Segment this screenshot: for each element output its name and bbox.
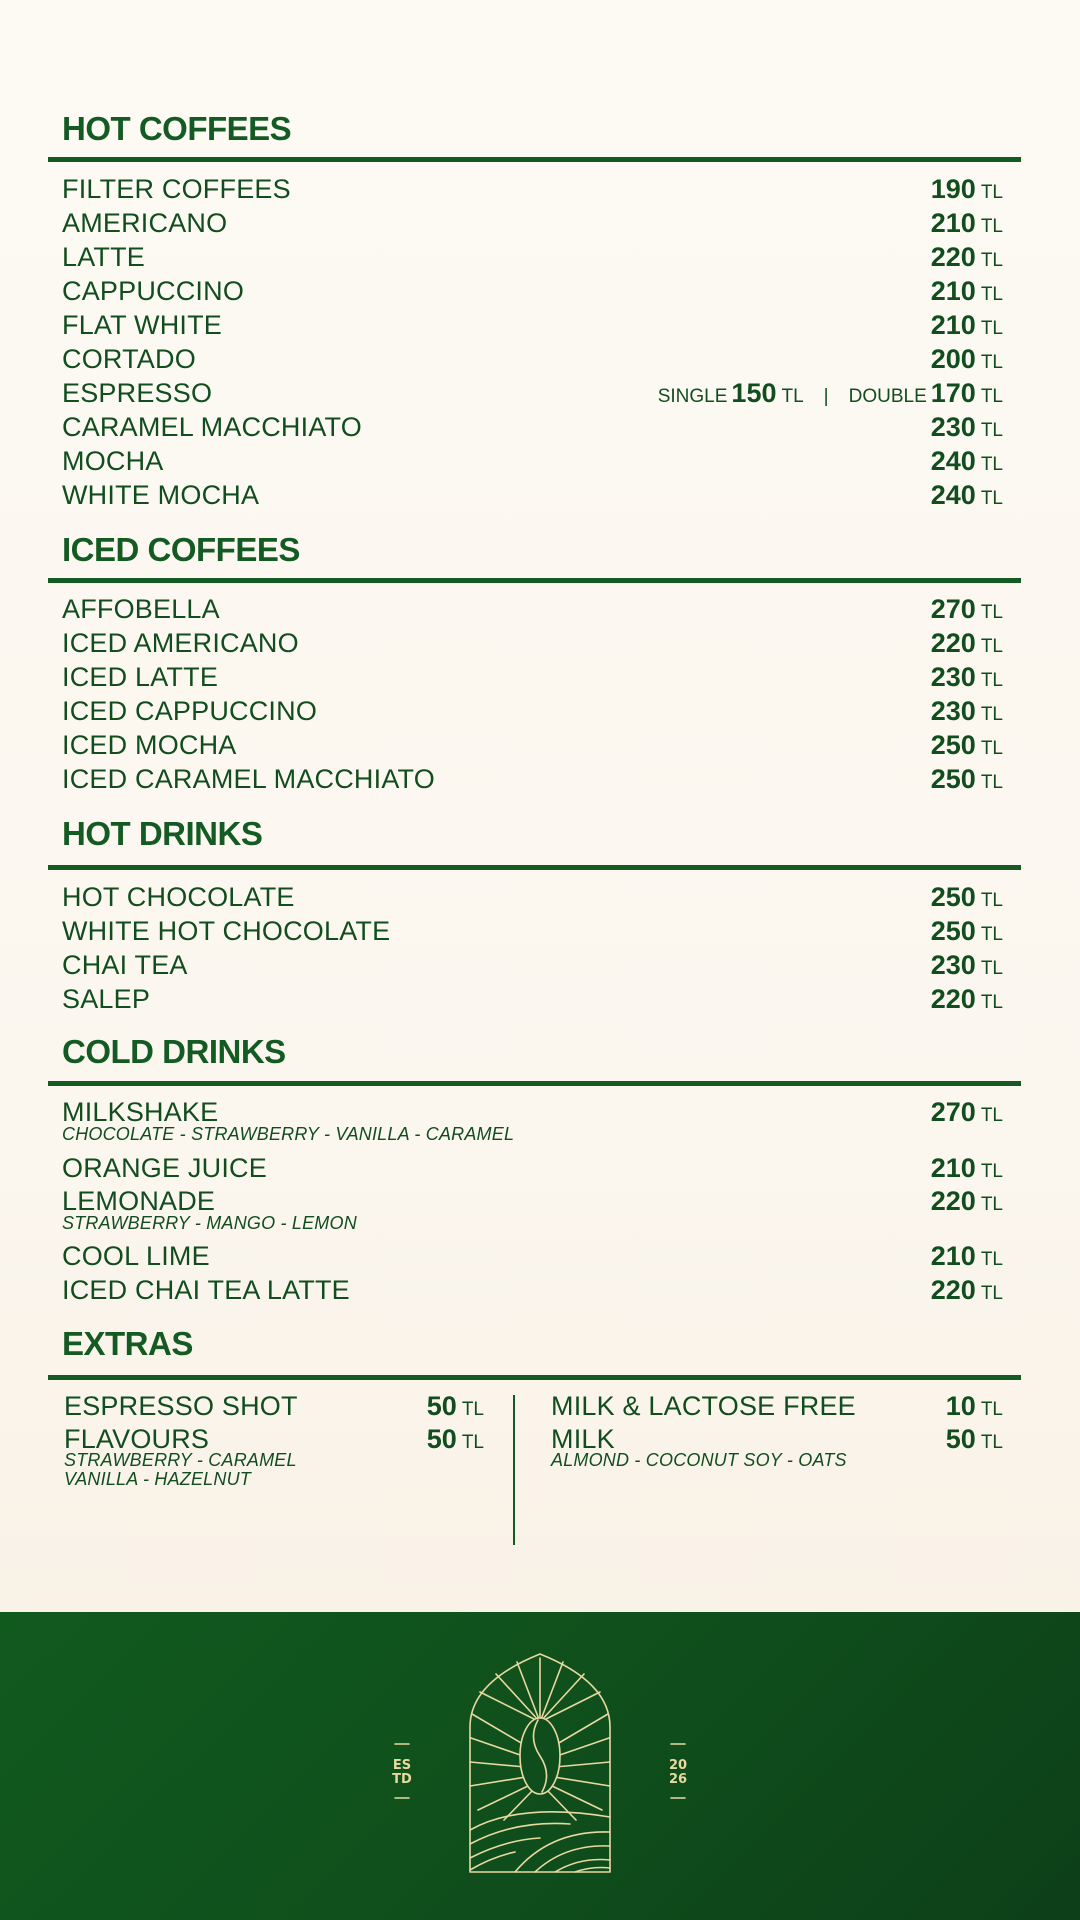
item-name: MOCHA <box>62 446 164 476</box>
menu-item <box>62 1184 1003 1233</box>
menu-item <box>62 880 1003 914</box>
item-name: ESPRESSO <box>62 378 213 408</box>
item-price <box>931 478 1003 517</box>
menu-item <box>551 1389 1003 1423</box>
price-value: 50 <box>426 1424 457 1454</box>
currency-label: TL <box>980 1432 1003 1453</box>
extras-column-divider <box>513 1395 515 1545</box>
item-price <box>931 1184 1003 1223</box>
item-name: ICED MOCHA <box>62 730 237 760</box>
menu-item <box>62 762 1003 796</box>
currency-label: TL <box>980 454 1003 475</box>
logo-text-td: TD <box>392 1772 412 1787</box>
item-name: AFFOBELLA <box>62 594 220 624</box>
menu-item <box>62 982 1003 1016</box>
currency-label: TL <box>980 1283 1003 1304</box>
price-value: 50 <box>945 1424 976 1454</box>
price-value: 210 <box>930 208 976 238</box>
item-name: ICED CHAI TEA LATTE <box>62 1275 350 1305</box>
menu-item <box>62 444 1003 478</box>
item-name: WHITE MOCHA <box>62 480 260 510</box>
single-price: 150 <box>731 378 777 408</box>
item-name: ICED LATTE <box>62 662 219 692</box>
item-price <box>931 762 1003 801</box>
menu-item <box>62 274 1003 308</box>
price-value: 230 <box>930 412 976 442</box>
price-value: 270 <box>930 594 976 624</box>
item-price <box>427 1422 484 1461</box>
item-name: AMERICANO <box>62 208 228 238</box>
menu-item <box>62 1095 1003 1144</box>
currency-label: TL <box>980 182 1003 203</box>
menu-item <box>62 1239 1003 1273</box>
item-options-line2: VANILLA - HAZELNUT <box>64 1469 251 1489</box>
currency-label: TL <box>980 924 1003 945</box>
item-name: CARAMEL MACCHIATO <box>62 412 362 442</box>
menu-item <box>62 728 1003 762</box>
currency-label: TL <box>980 284 1003 305</box>
menu-item <box>62 410 1003 444</box>
item-name: FLAT WHITE <box>62 310 223 340</box>
price-value: 220 <box>930 1275 976 1305</box>
logo-text-20: 20 <box>668 1758 688 1773</box>
item-name: ICED AMERICANO <box>62 628 299 658</box>
section-title: EXTRAS <box>62 1325 193 1362</box>
section-rule <box>48 1375 1021 1380</box>
footer-band <box>0 1612 1080 1920</box>
price-value: 50 <box>426 1391 457 1421</box>
currency-label: TL <box>980 488 1003 509</box>
currency-label: TL <box>980 992 1003 1013</box>
price-value: 190 <box>930 174 976 204</box>
currency-label: TL <box>980 250 1003 271</box>
item-name: HOT CHOCOLATE <box>62 882 295 912</box>
item-price <box>931 982 1003 1021</box>
item-options-line1: STRAWBERRY - CARAMEL <box>64 1450 297 1470</box>
single-label: SINGLE <box>657 386 728 407</box>
item-options: ALMOND - COCONUT SOY - OATS <box>551 1450 847 1470</box>
item-name: CORTADO <box>62 344 196 374</box>
menu-item <box>62 1151 1003 1185</box>
double-price: 170 <box>930 378 976 408</box>
menu-item <box>62 660 1003 694</box>
currency-label: TL <box>980 216 1003 237</box>
item-name: SALEP <box>62 984 151 1014</box>
price-value: 220 <box>930 628 976 658</box>
section-rule <box>48 157 1021 162</box>
menu-item <box>62 626 1003 660</box>
section-title: COLD DRINKS <box>62 1033 286 1070</box>
currency-label: TL <box>980 318 1003 339</box>
menu-item <box>62 478 1003 512</box>
menu-item <box>551 1422 1003 1470</box>
price-value: 220 <box>930 1186 976 1216</box>
currency-label: TL <box>980 352 1003 373</box>
menu-item <box>64 1389 484 1423</box>
section-rule <box>48 578 1021 583</box>
price-value: 210 <box>930 276 976 306</box>
item-name: MILK & LACTOSE FREE <box>551 1391 856 1421</box>
price-value: 250 <box>930 916 976 946</box>
double-label: DOUBLE <box>848 386 927 407</box>
item-price <box>931 1095 1003 1134</box>
item-price <box>946 1422 1003 1461</box>
currency-label: TL <box>461 1432 484 1453</box>
menu-item <box>62 172 1003 206</box>
menu-item <box>62 948 1003 982</box>
logo-text-es: ES <box>392 1758 412 1773</box>
item-options: CHOCOLATE - STRAWBERRY - VANILLA - CARAMEL <box>62 1124 515 1144</box>
currency-label: TL <box>980 386 1003 407</box>
price-value: 240 <box>930 480 976 510</box>
section-rule <box>48 865 1021 870</box>
currency-label: TL <box>980 602 1003 623</box>
price-value: 250 <box>930 730 976 760</box>
currency-label: TL <box>980 1105 1003 1126</box>
price-value: 210 <box>930 310 976 340</box>
item-name: ESPRESSO SHOT <box>64 1391 298 1421</box>
item-name: FILTER COFFEES <box>62 174 291 204</box>
item-name: MILKSHAKE <box>62 1097 219 1127</box>
item-name: ICED CARAMEL MACCHIATO <box>62 764 435 794</box>
menu-item <box>62 342 1003 376</box>
item-name: COOL LIME <box>62 1241 210 1271</box>
price-value: 220 <box>930 984 976 1014</box>
section-rule <box>48 1081 1021 1086</box>
currency-label: TL <box>980 738 1003 759</box>
currency-label: TL <box>980 1249 1003 1270</box>
item-options: STRAWBERRY - MANGO - LEMON <box>62 1213 357 1233</box>
menu-item <box>64 1422 484 1489</box>
item-name: CAPPUCCINO <box>62 276 245 306</box>
currency-label: TL <box>980 958 1003 979</box>
currency-label: TL <box>980 890 1003 911</box>
currency-label: TL <box>980 704 1003 725</box>
price-value: 230 <box>930 696 976 726</box>
currency-label: TL <box>980 670 1003 691</box>
section-title: HOT DRINKS <box>62 815 263 852</box>
price-value: 210 <box>930 1241 976 1271</box>
price-value: 230 <box>930 662 976 692</box>
coffee-bean-logo-icon <box>392 1652 688 1892</box>
logo-text-26: 26 <box>668 1772 688 1787</box>
currency-label: TL <box>980 1194 1003 1215</box>
price-value: 210 <box>930 1153 976 1183</box>
price-value: 250 <box>930 882 976 912</box>
section-title: HOT COFFEES <box>62 110 292 147</box>
menu-item-espresso <box>62 376 1003 410</box>
currency-label: TL <box>980 1399 1003 1420</box>
item-price <box>931 1273 1003 1312</box>
item-name: MILK <box>551 1424 615 1454</box>
item-name: ORANGE JUICE <box>62 1153 267 1183</box>
currency-label: TL <box>980 772 1003 793</box>
item-name: WHITE HOT CHOCOLATE <box>62 916 391 946</box>
price-value: 230 <box>930 950 976 980</box>
price-value: 10 <box>945 1391 976 1421</box>
item-name: LATTE <box>62 242 146 272</box>
currency-label: TL <box>781 386 804 407</box>
item-name: CHAI TEA <box>62 950 188 980</box>
menu-item <box>62 1273 1003 1307</box>
price-value: 240 <box>930 446 976 476</box>
menu-item <box>62 308 1003 342</box>
menu-item <box>62 240 1003 274</box>
item-name: ICED CAPPUCCINO <box>62 696 318 726</box>
currency-label: TL <box>980 636 1003 657</box>
price-value: 200 <box>930 344 976 374</box>
price-separator: | <box>823 386 829 407</box>
menu-item <box>62 914 1003 948</box>
menu-item <box>62 206 1003 240</box>
currency-label: TL <box>980 1161 1003 1182</box>
price-value: 220 <box>930 242 976 272</box>
item-name: FLAVOURS <box>64 1424 210 1454</box>
currency-label: TL <box>461 1399 484 1420</box>
menu-item <box>62 592 1003 626</box>
currency-label: TL <box>980 420 1003 441</box>
menu-item <box>62 694 1003 728</box>
price-value: 250 <box>930 764 976 794</box>
item-name: LEMONADE <box>62 1186 216 1216</box>
section-title: ICED COFFEES <box>62 531 300 568</box>
price-value: 270 <box>930 1097 976 1127</box>
